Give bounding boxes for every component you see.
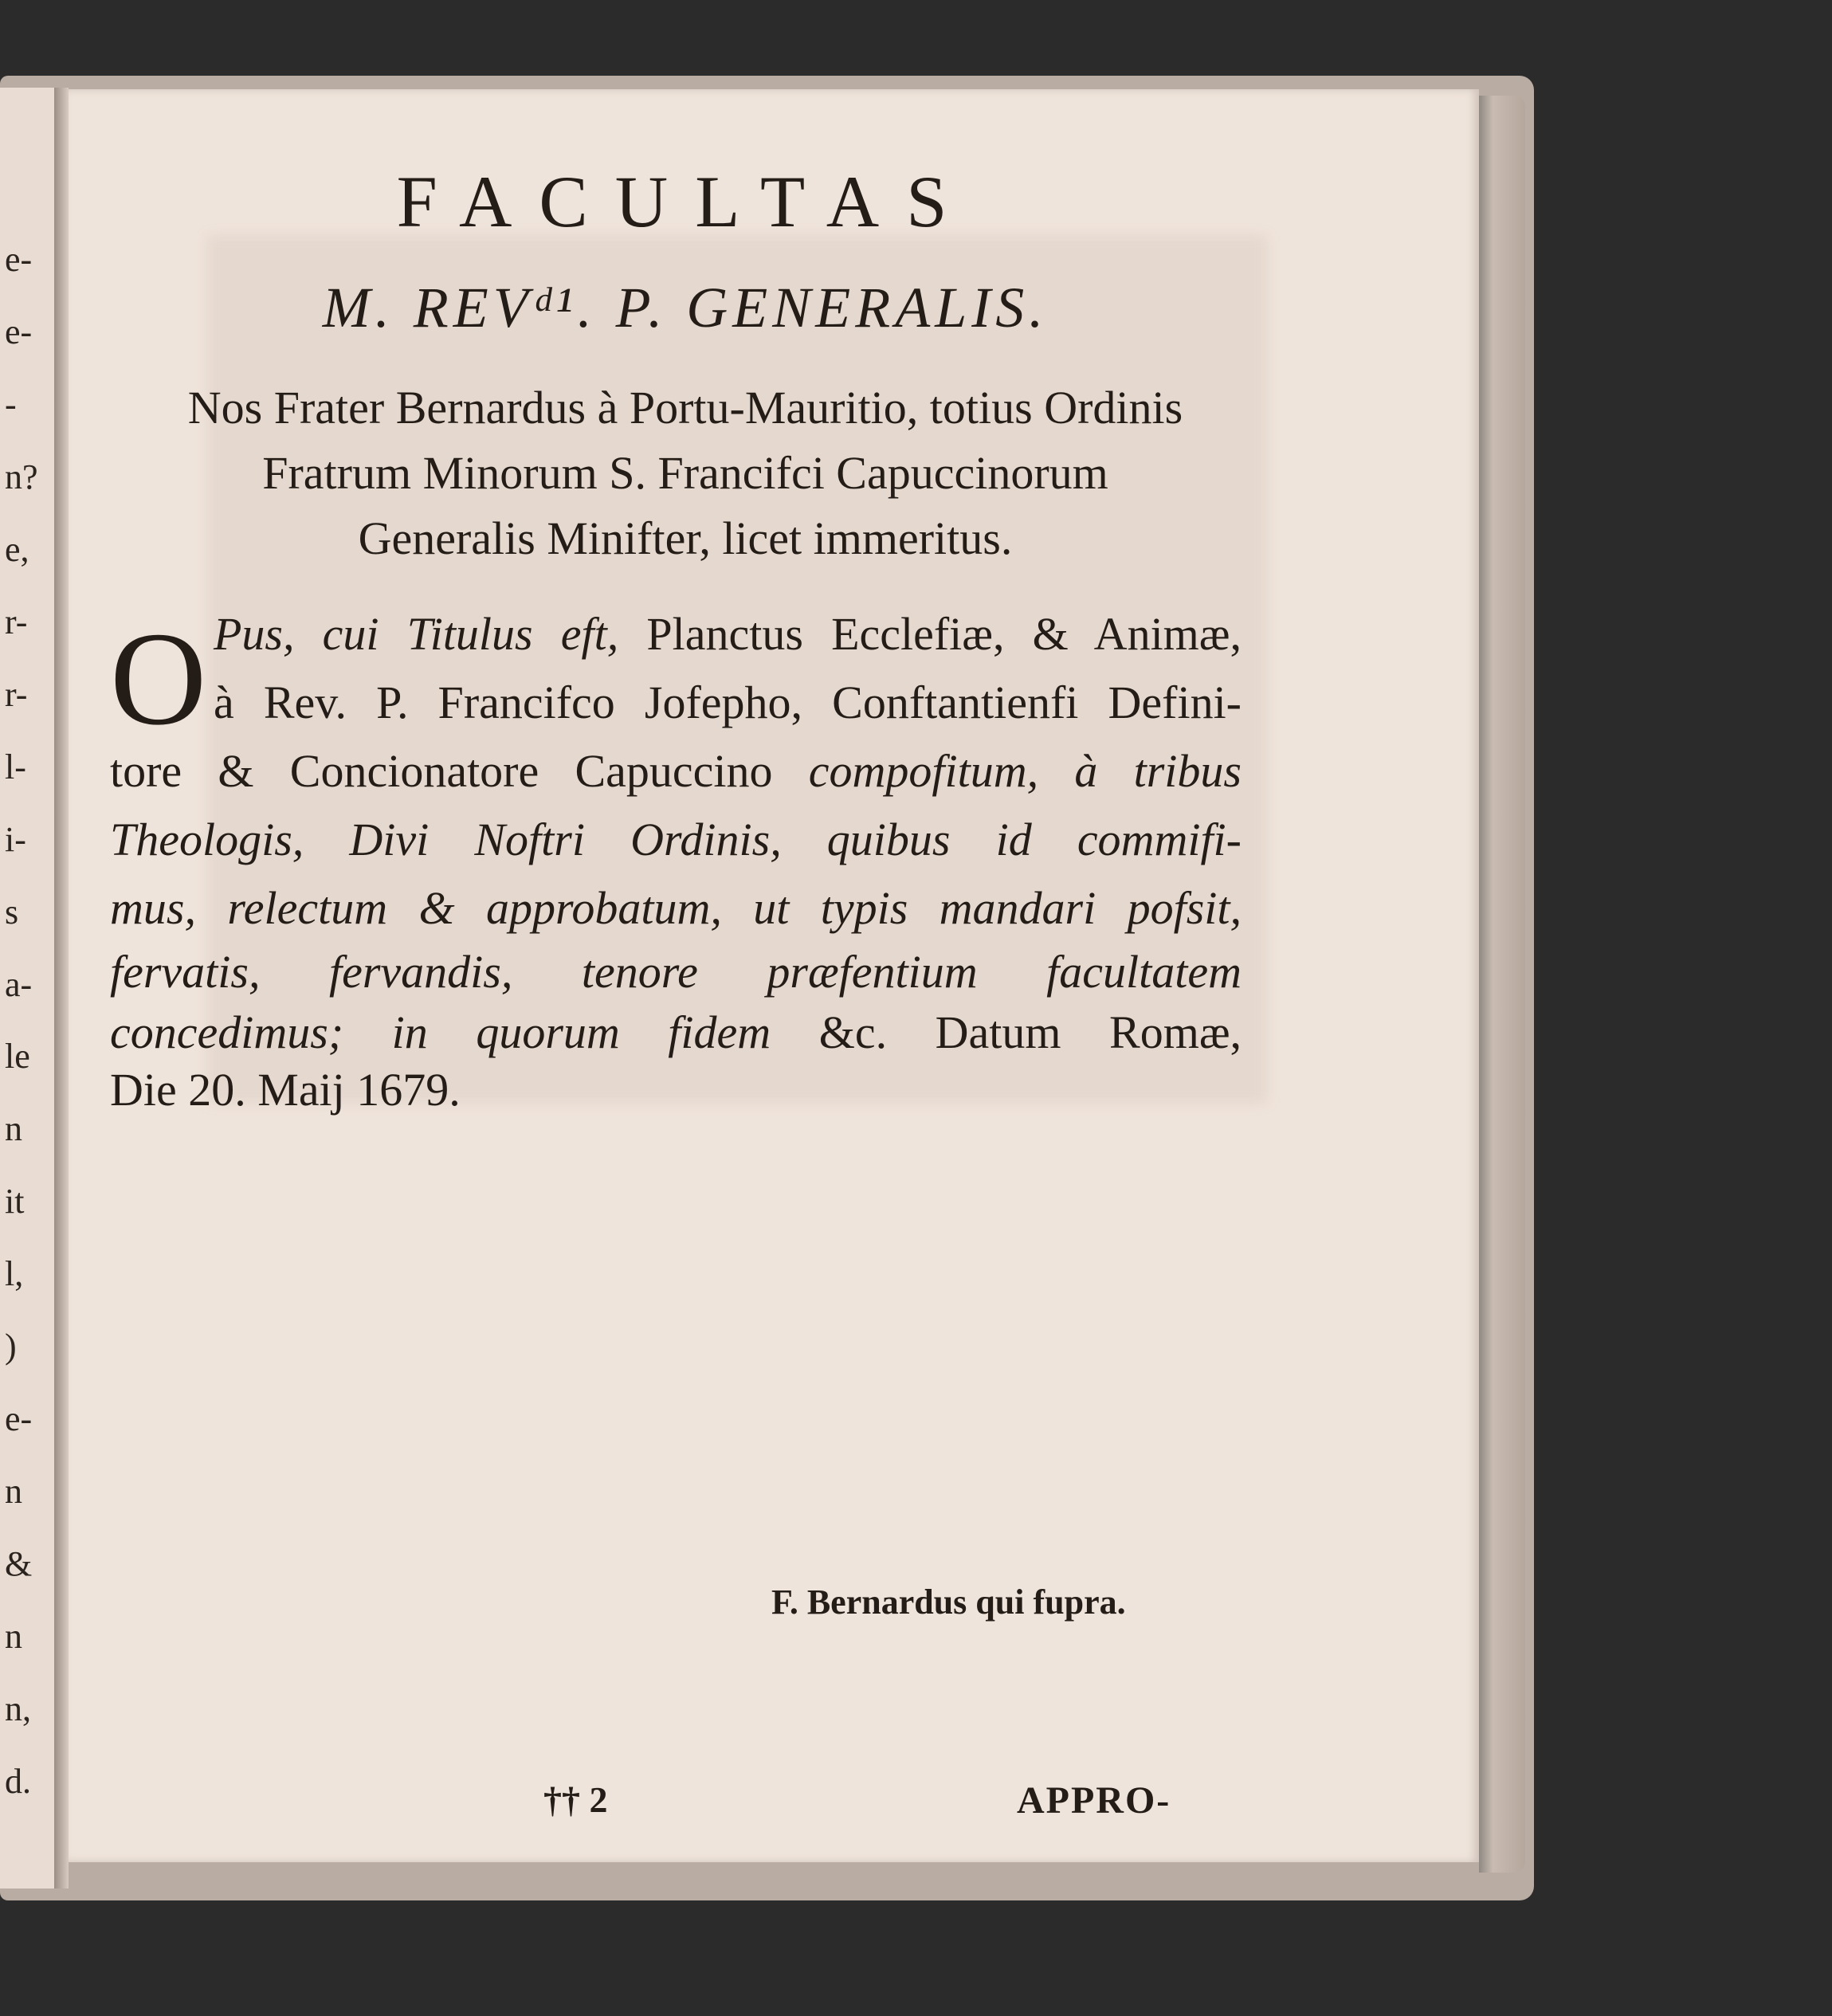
left-page-fragment: l- <box>5 747 26 786</box>
left-page-fragment: ) <box>5 1327 17 1366</box>
left-page-fragment: e- <box>5 312 33 351</box>
drop-cap: O <box>110 605 207 753</box>
body-line-1-italic: Pus, cui Titulus eft, <box>214 608 619 660</box>
body-line-6: fervatis, fervandis, tenore præfentium facultatem <box>110 946 1242 998</box>
body-line-7-roman: &c. Datum Romæ, <box>818 1006 1242 1058</box>
left-page-fragment: le <box>5 1037 30 1076</box>
body-line-2: à Rev. P. Francifco Jofepho, Conftantienfi Defini- <box>214 677 1242 728</box>
left-page-fragment: n <box>5 1472 22 1511</box>
left-page-fragment: a- <box>5 965 33 1004</box>
left-page-fragment: r- <box>5 675 28 714</box>
body-line-4: Theologis, Divi Noftri Ordinis, quibus id commifi- <box>110 814 1242 865</box>
page-subtitle: M. REVᵈ¹. P. GENERALIS. <box>322 276 1049 339</box>
left-page-fragment: n <box>5 1109 22 1148</box>
body-line-7-italic: concedimus; in quorum fidem <box>110 1006 819 1058</box>
signature: F. Bernardus qui fupra. <box>771 1583 1126 1622</box>
body-line-8: Die 20. Maij 1679. <box>110 1064 461 1116</box>
page-title: FACULTAS <box>396 161 975 242</box>
left-page-fragment: e, <box>5 530 29 569</box>
intro-line-2: Fratrum Minorum S. Francifci Capuccinorum <box>262 447 1108 499</box>
left-page-fragment: s <box>5 892 19 932</box>
body-line-7 <box>110 1006 1242 1059</box>
body-line-1-roman: Planctus Ecclefiæ, & Animæ, <box>618 608 1242 660</box>
left-page-fragment: it <box>5 1182 25 1221</box>
left-page-fragment: - <box>5 385 17 424</box>
left-page-fragment: e- <box>5 1399 33 1438</box>
body-line-3 <box>110 744 1242 798</box>
body-line-3-italic: compofitum, à tribus <box>808 745 1242 797</box>
left-page-fragment: i- <box>5 820 26 859</box>
body-line-5: mus, relectum & approbatum, ut typis mandari pofsit, <box>110 882 1242 934</box>
intro-line-3: Generalis Minifter, licet immeritus. <box>358 512 1013 564</box>
left-page-fragment: e- <box>5 240 33 279</box>
left-page-fragment: d. <box>5 1762 31 1801</box>
signature-mark: †† 2 <box>543 1779 608 1820</box>
left-page-fragment: r- <box>5 602 28 641</box>
left-page-fragment: n, <box>5 1689 31 1728</box>
intro-line-1: Nos Frater Bernardus à Portu-Mauritio, totius Ordinis <box>187 382 1183 433</box>
catchword: APPRO- <box>1017 1779 1171 1822</box>
left-page-fragment: & <box>5 1544 33 1583</box>
left-page-fragment: l, <box>5 1254 24 1293</box>
left-page-fragment: n? <box>5 457 38 496</box>
left-page-fragment: n <box>5 1617 22 1656</box>
body-line-3-roman: tore & Concionatore Capuccino <box>110 745 809 797</box>
body-line-1 <box>214 607 1242 661</box>
